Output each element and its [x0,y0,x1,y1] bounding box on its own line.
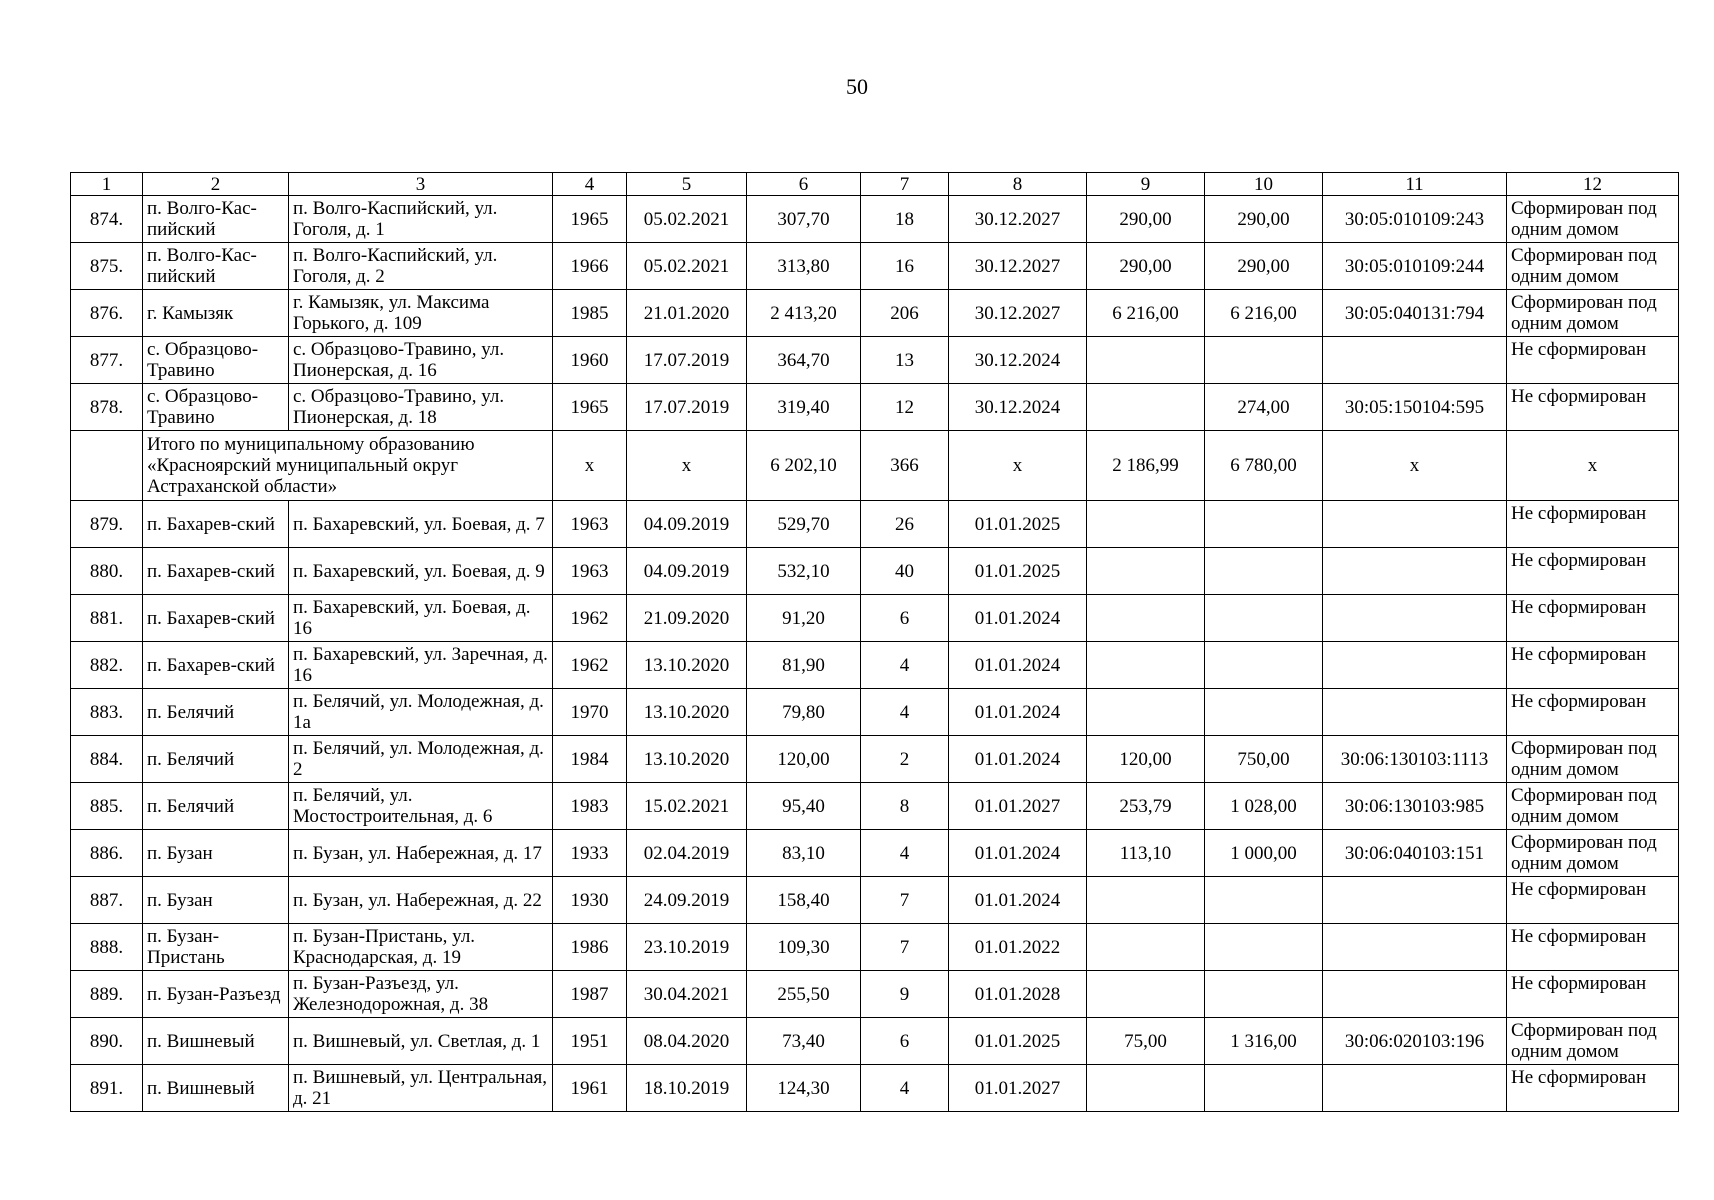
column-9-cell [1087,548,1205,595]
column-10-cell [1205,595,1323,642]
settlement-cell: п. Белячий [143,783,289,830]
table-row [71,877,1679,924]
table-row [71,1065,1679,1112]
residents-cell: 4 [861,1065,949,1112]
date-cell: 24.09.2019 [627,877,747,924]
settlement-cell: п. Бузан-Пристань [143,924,289,971]
column-9-cell [1087,595,1205,642]
year-cell: 1963 [553,501,627,548]
address-cell: п. Волго-Каспийский, ул. Гоголя, д. 2 [289,243,553,290]
deadline-cell: 01.01.2028 [949,971,1087,1018]
date-cell: 05.02.2021 [627,196,747,243]
row-number-cell: 887. [71,877,143,924]
residents-cell: 13 [861,337,949,384]
column-header: 12 [1507,173,1679,196]
column-header: 8 [949,173,1087,196]
residents-cell: 4 [861,830,949,877]
table-row [71,971,1679,1018]
address-cell: п. Белячий, ул. Молодежная, д. 1а [289,689,553,736]
area-cell: 532,10 [747,548,861,595]
address-cell: п. Вишневый, ул. Светлая, д. 1 [289,1018,553,1065]
deadline-cell: 30.12.2027 [949,196,1087,243]
column-9-cell [1087,642,1205,689]
row-number-cell: 888. [71,924,143,971]
column-header: 11 [1323,173,1507,196]
status-cell: Не сформирован [1507,971,1679,1018]
status-cell: Не сформирован [1507,384,1679,431]
subtotal-date-cell: х [627,431,747,501]
residents-cell: 6 [861,1018,949,1065]
status-cell: Не сформирован [1507,924,1679,971]
residents-cell: 8 [861,783,949,830]
residents-cell: 7 [861,877,949,924]
column-9-cell: 290,00 [1087,196,1205,243]
address-cell: п. Бузан, ул. Набережная, д. 22 [289,877,553,924]
empty-cell [71,431,143,501]
settlement-cell: п. Белячий [143,736,289,783]
address-cell: п. Бузан-Пристань, ул. Краснодарская, д. 19 [289,924,553,971]
area-cell: 91,20 [747,595,861,642]
cadastral-number-cell [1323,924,1507,971]
date-cell: 17.07.2019 [627,384,747,431]
residents-cell: 2 [861,736,949,783]
status-cell: Сформирован под одним домом [1507,830,1679,877]
deadline-cell: 01.01.2022 [949,924,1087,971]
address-cell: п. Бахаревский, ул. Боевая, д. 9 [289,548,553,595]
status-cell: Сформирован под одним домом [1507,290,1679,337]
table-row [71,924,1679,971]
subtotal-row [71,431,1679,501]
column-10-cell: 1 028,00 [1205,783,1323,830]
settlement-cell: п. Белячий [143,689,289,736]
cadastral-number-cell: 30:06:020103:196 [1323,1018,1507,1065]
status-cell: Не сформирован [1507,1065,1679,1112]
cadastral-number-cell: 30:06:130103:1113 [1323,736,1507,783]
settlement-cell: п. Бахарев-ский [143,595,289,642]
deadline-cell: 30.12.2024 [949,337,1087,384]
column-header: 2 [143,173,289,196]
cadastral-number-cell: 30:05:040131:794 [1323,290,1507,337]
table-row [71,548,1679,595]
date-cell: 18.10.2019 [627,1065,747,1112]
date-cell: 21.09.2020 [627,595,747,642]
status-cell: Не сформирован [1507,642,1679,689]
residents-cell: 18 [861,196,949,243]
row-number-cell: 876. [71,290,143,337]
table-row [71,196,1679,243]
table-row [71,689,1679,736]
area-cell: 95,40 [747,783,861,830]
column-10-cell [1205,642,1323,689]
column-10-cell: 274,00 [1205,384,1323,431]
table-row [71,501,1679,548]
column-9-cell [1087,337,1205,384]
area-cell: 255,50 [747,971,861,1018]
address-cell: п. Бахаревский, ул. Боевая, д. 7 [289,501,553,548]
residents-cell: 16 [861,243,949,290]
deadline-cell: 01.01.2024 [949,736,1087,783]
column-10-cell: 1 316,00 [1205,1018,1323,1065]
cadastral-number-cell: 30:06:130103:985 [1323,783,1507,830]
column-10-cell [1205,501,1323,548]
column-9-cell [1087,1065,1205,1112]
area-cell: 529,70 [747,501,861,548]
settlement-cell: п. Бахарев-ский [143,548,289,595]
year-cell: 1985 [553,290,627,337]
column-header: 6 [747,173,861,196]
settlement-cell: п. Вишневый [143,1018,289,1065]
year-cell: 1965 [553,196,627,243]
area-cell: 319,40 [747,384,861,431]
column-9-cell: 113,10 [1087,830,1205,877]
table-row [71,243,1679,290]
row-number-cell: 879. [71,501,143,548]
date-cell: 05.02.2021 [627,243,747,290]
subtotal-label: Итого по муниципальному образованию «Красноярский муниципальный округ Астраханской области» [143,431,553,501]
column-number-row [71,173,1679,196]
subtotal-residents-cell: 366 [861,431,949,501]
register-table [70,172,1679,1112]
column-header: 5 [627,173,747,196]
deadline-cell: 01.01.2025 [949,1018,1087,1065]
page-number: 50 [846,74,868,99]
settlement-cell: п. Бахарев-ский [143,642,289,689]
status-cell: Сформирован под одним домом [1507,1018,1679,1065]
column-10-cell [1205,877,1323,924]
settlement-cell: с. Образцово-Травино [143,384,289,431]
year-cell: 1966 [553,243,627,290]
column-9-cell: 290,00 [1087,243,1205,290]
status-cell: Не сформирован [1507,877,1679,924]
row-number-cell: 881. [71,595,143,642]
column-9-cell [1087,971,1205,1018]
table-row [71,830,1679,877]
year-cell: 1930 [553,877,627,924]
column-10-cell: 750,00 [1205,736,1323,783]
date-cell: 13.10.2020 [627,642,747,689]
year-cell: 1961 [553,1065,627,1112]
column-header: 1 [71,173,143,196]
year-cell: 1962 [553,642,627,689]
status-cell: Не сформирован [1507,337,1679,384]
year-cell: 1983 [553,783,627,830]
column-10-cell: 6 216,00 [1205,290,1323,337]
deadline-cell: 01.01.2027 [949,783,1087,830]
table-row [71,384,1679,431]
settlement-cell: п. Бузан [143,877,289,924]
deadline-cell: 01.01.2024 [949,642,1087,689]
deadline-cell: 01.01.2024 [949,595,1087,642]
cadastral-number-cell [1323,595,1507,642]
date-cell: 13.10.2020 [627,736,747,783]
address-cell: п. Бахаревский, ул. Боевая, д. 16 [289,595,553,642]
area-cell: 83,10 [747,830,861,877]
residents-cell: 7 [861,924,949,971]
row-number-cell: 891. [71,1065,143,1112]
year-cell: 1951 [553,1018,627,1065]
cadastral-number-cell [1323,548,1507,595]
area-cell: 307,70 [747,196,861,243]
row-number-cell: 890. [71,1018,143,1065]
date-cell: 04.09.2019 [627,501,747,548]
status-cell: Не сформирован [1507,595,1679,642]
column-9-cell: 253,79 [1087,783,1205,830]
year-cell: 1965 [553,384,627,431]
deadline-cell: 01.01.2027 [949,1065,1087,1112]
deadline-cell: 30.12.2027 [949,290,1087,337]
row-number-cell: 882. [71,642,143,689]
settlement-cell: п. Вишневый [143,1065,289,1112]
residents-cell: 6 [861,595,949,642]
address-cell: п. Волго-Каспийский, ул. Гоголя, д. 1 [289,196,553,243]
column-10-cell: 290,00 [1205,243,1323,290]
column-9-cell [1087,501,1205,548]
area-cell: 109,30 [747,924,861,971]
area-cell: 124,30 [747,1065,861,1112]
address-cell: п. Бахаревский, ул. Заречная, д. 16 [289,642,553,689]
settlement-cell: п. Бахарев-ский [143,501,289,548]
table-row [71,642,1679,689]
cadastral-number-cell: 30:05:010109:244 [1323,243,1507,290]
settlement-cell: п. Бузан-Разъезд [143,971,289,1018]
subtotal-area-cell: 6 202,10 [747,431,861,501]
column-10-cell [1205,548,1323,595]
residents-cell: 206 [861,290,949,337]
deadline-cell: 01.01.2025 [949,548,1087,595]
deadline-cell: 30.12.2027 [949,243,1087,290]
cadastral-number-cell: 30:05:010109:243 [1323,196,1507,243]
year-cell: 1963 [553,548,627,595]
cadastral-number-cell [1323,689,1507,736]
area-cell: 79,80 [747,689,861,736]
address-cell: п. Бузан, ул. Набережная, д. 17 [289,830,553,877]
cadastral-number-cell [1323,1065,1507,1112]
column-9-cell [1087,924,1205,971]
row-number-cell: 884. [71,736,143,783]
row-number-cell: 883. [71,689,143,736]
residents-cell: 9 [861,971,949,1018]
address-cell: с. Образцово-Травино, ул. Пионерская, д. 16 [289,337,553,384]
row-number-cell: 885. [71,783,143,830]
area-cell: 364,70 [747,337,861,384]
status-cell: Сформирован под одним домом [1507,783,1679,830]
settlement-cell: п. Волго-Кас-пийский [143,196,289,243]
row-number-cell: 880. [71,548,143,595]
cadastral-number-cell: 30:05:150104:595 [1323,384,1507,431]
date-cell: 17.07.2019 [627,337,747,384]
area-cell: 313,80 [747,243,861,290]
column-header: 4 [553,173,627,196]
area-cell: 158,40 [747,877,861,924]
table-row [71,595,1679,642]
year-cell: 1962 [553,595,627,642]
table-row [71,337,1679,384]
column-9-cell: 120,00 [1087,736,1205,783]
column-10-cell: 1 000,00 [1205,830,1323,877]
area-cell: 73,40 [747,1018,861,1065]
column-10-cell [1205,1065,1323,1112]
residents-cell: 12 [861,384,949,431]
settlement-cell: с. Образцово-Травино [143,337,289,384]
row-number-cell: 874. [71,196,143,243]
date-cell: 02.04.2019 [627,830,747,877]
column-10-cell [1205,924,1323,971]
date-cell: 23.10.2019 [627,924,747,971]
subtotal-cadastral-cell: х [1323,431,1507,501]
date-cell: 15.02.2021 [627,783,747,830]
year-cell: 1933 [553,830,627,877]
deadline-cell: 01.01.2025 [949,501,1087,548]
subtotal-c9-cell: 2 186,99 [1087,431,1205,501]
date-cell: 21.01.2020 [627,290,747,337]
year-cell: 1960 [553,337,627,384]
residents-cell: 4 [861,642,949,689]
column-9-cell [1087,384,1205,431]
column-9-cell [1087,877,1205,924]
table-row [71,736,1679,783]
year-cell: 1987 [553,971,627,1018]
date-cell: 30.04.2021 [627,971,747,1018]
column-10-cell [1205,689,1323,736]
subtotal-deadline-cell: х [949,431,1087,501]
column-9-cell [1087,689,1205,736]
status-cell: Не сформирован [1507,501,1679,548]
table-row [71,1018,1679,1065]
area-cell: 81,90 [747,642,861,689]
row-number-cell: 878. [71,384,143,431]
table-row [71,783,1679,830]
residents-cell: 26 [861,501,949,548]
deadline-cell: 01.01.2024 [949,830,1087,877]
address-cell: п. Вишневый, ул. Центральная, д. 21 [289,1065,553,1112]
address-cell: п. Белячий, ул. Мостостроительная, д. 6 [289,783,553,830]
address-cell: п. Бузан-Разъезд, ул. Железнодорожная, д. 38 [289,971,553,1018]
address-cell: г. Камызяк, ул. Максима Горького, д. 109 [289,290,553,337]
column-9-cell: 75,00 [1087,1018,1205,1065]
row-number-cell: 886. [71,830,143,877]
column-header: 7 [861,173,949,196]
column-10-cell [1205,971,1323,1018]
year-cell: 1984 [553,736,627,783]
deadline-cell: 30.12.2024 [949,384,1087,431]
deadline-cell: 01.01.2024 [949,877,1087,924]
area-cell: 2 413,20 [747,290,861,337]
cadastral-number-cell [1323,337,1507,384]
address-cell: п. Белячий, ул. Молодежная, д. 2 [289,736,553,783]
column-10-cell: 290,00 [1205,196,1323,243]
table-row [71,290,1679,337]
row-number-cell: 877. [71,337,143,384]
column-header: 3 [289,173,553,196]
year-cell: 1986 [553,924,627,971]
settlement-cell: п. Бузан [143,830,289,877]
cadastral-number-cell: 30:06:040103:151 [1323,830,1507,877]
status-cell: Сформирован под одним домом [1507,736,1679,783]
row-number-cell: 875. [71,243,143,290]
status-cell: Не сформирован [1507,689,1679,736]
row-number-cell: 889. [71,971,143,1018]
column-header: 10 [1205,173,1323,196]
year-cell: 1970 [553,689,627,736]
status-cell: Сформирован под одним домом [1507,196,1679,243]
address-cell: с. Образцово-Травино, ул. Пионерская, д. 18 [289,384,553,431]
deadline-cell: 01.01.2024 [949,689,1087,736]
column-9-cell: 6 216,00 [1087,290,1205,337]
cadastral-number-cell [1323,877,1507,924]
cadastral-number-cell [1323,642,1507,689]
status-cell: Сформирован под одним домом [1507,243,1679,290]
cadastral-number-cell [1323,501,1507,548]
column-header: 9 [1087,173,1205,196]
area-cell: 120,00 [747,736,861,783]
status-cell: Не сформирован [1507,548,1679,595]
column-10-cell [1205,337,1323,384]
settlement-cell: г. Камызяк [143,290,289,337]
date-cell: 13.10.2020 [627,689,747,736]
subtotal-status-cell: х [1507,431,1679,501]
date-cell: 04.09.2019 [627,548,747,595]
date-cell: 08.04.2020 [627,1018,747,1065]
settlement-cell: п. Волго-Кас-пийский [143,243,289,290]
subtotal-c10-cell: 6 780,00 [1205,431,1323,501]
subtotal-year-cell: х [553,431,627,501]
residents-cell: 40 [861,548,949,595]
residents-cell: 4 [861,689,949,736]
cadastral-number-cell [1323,971,1507,1018]
